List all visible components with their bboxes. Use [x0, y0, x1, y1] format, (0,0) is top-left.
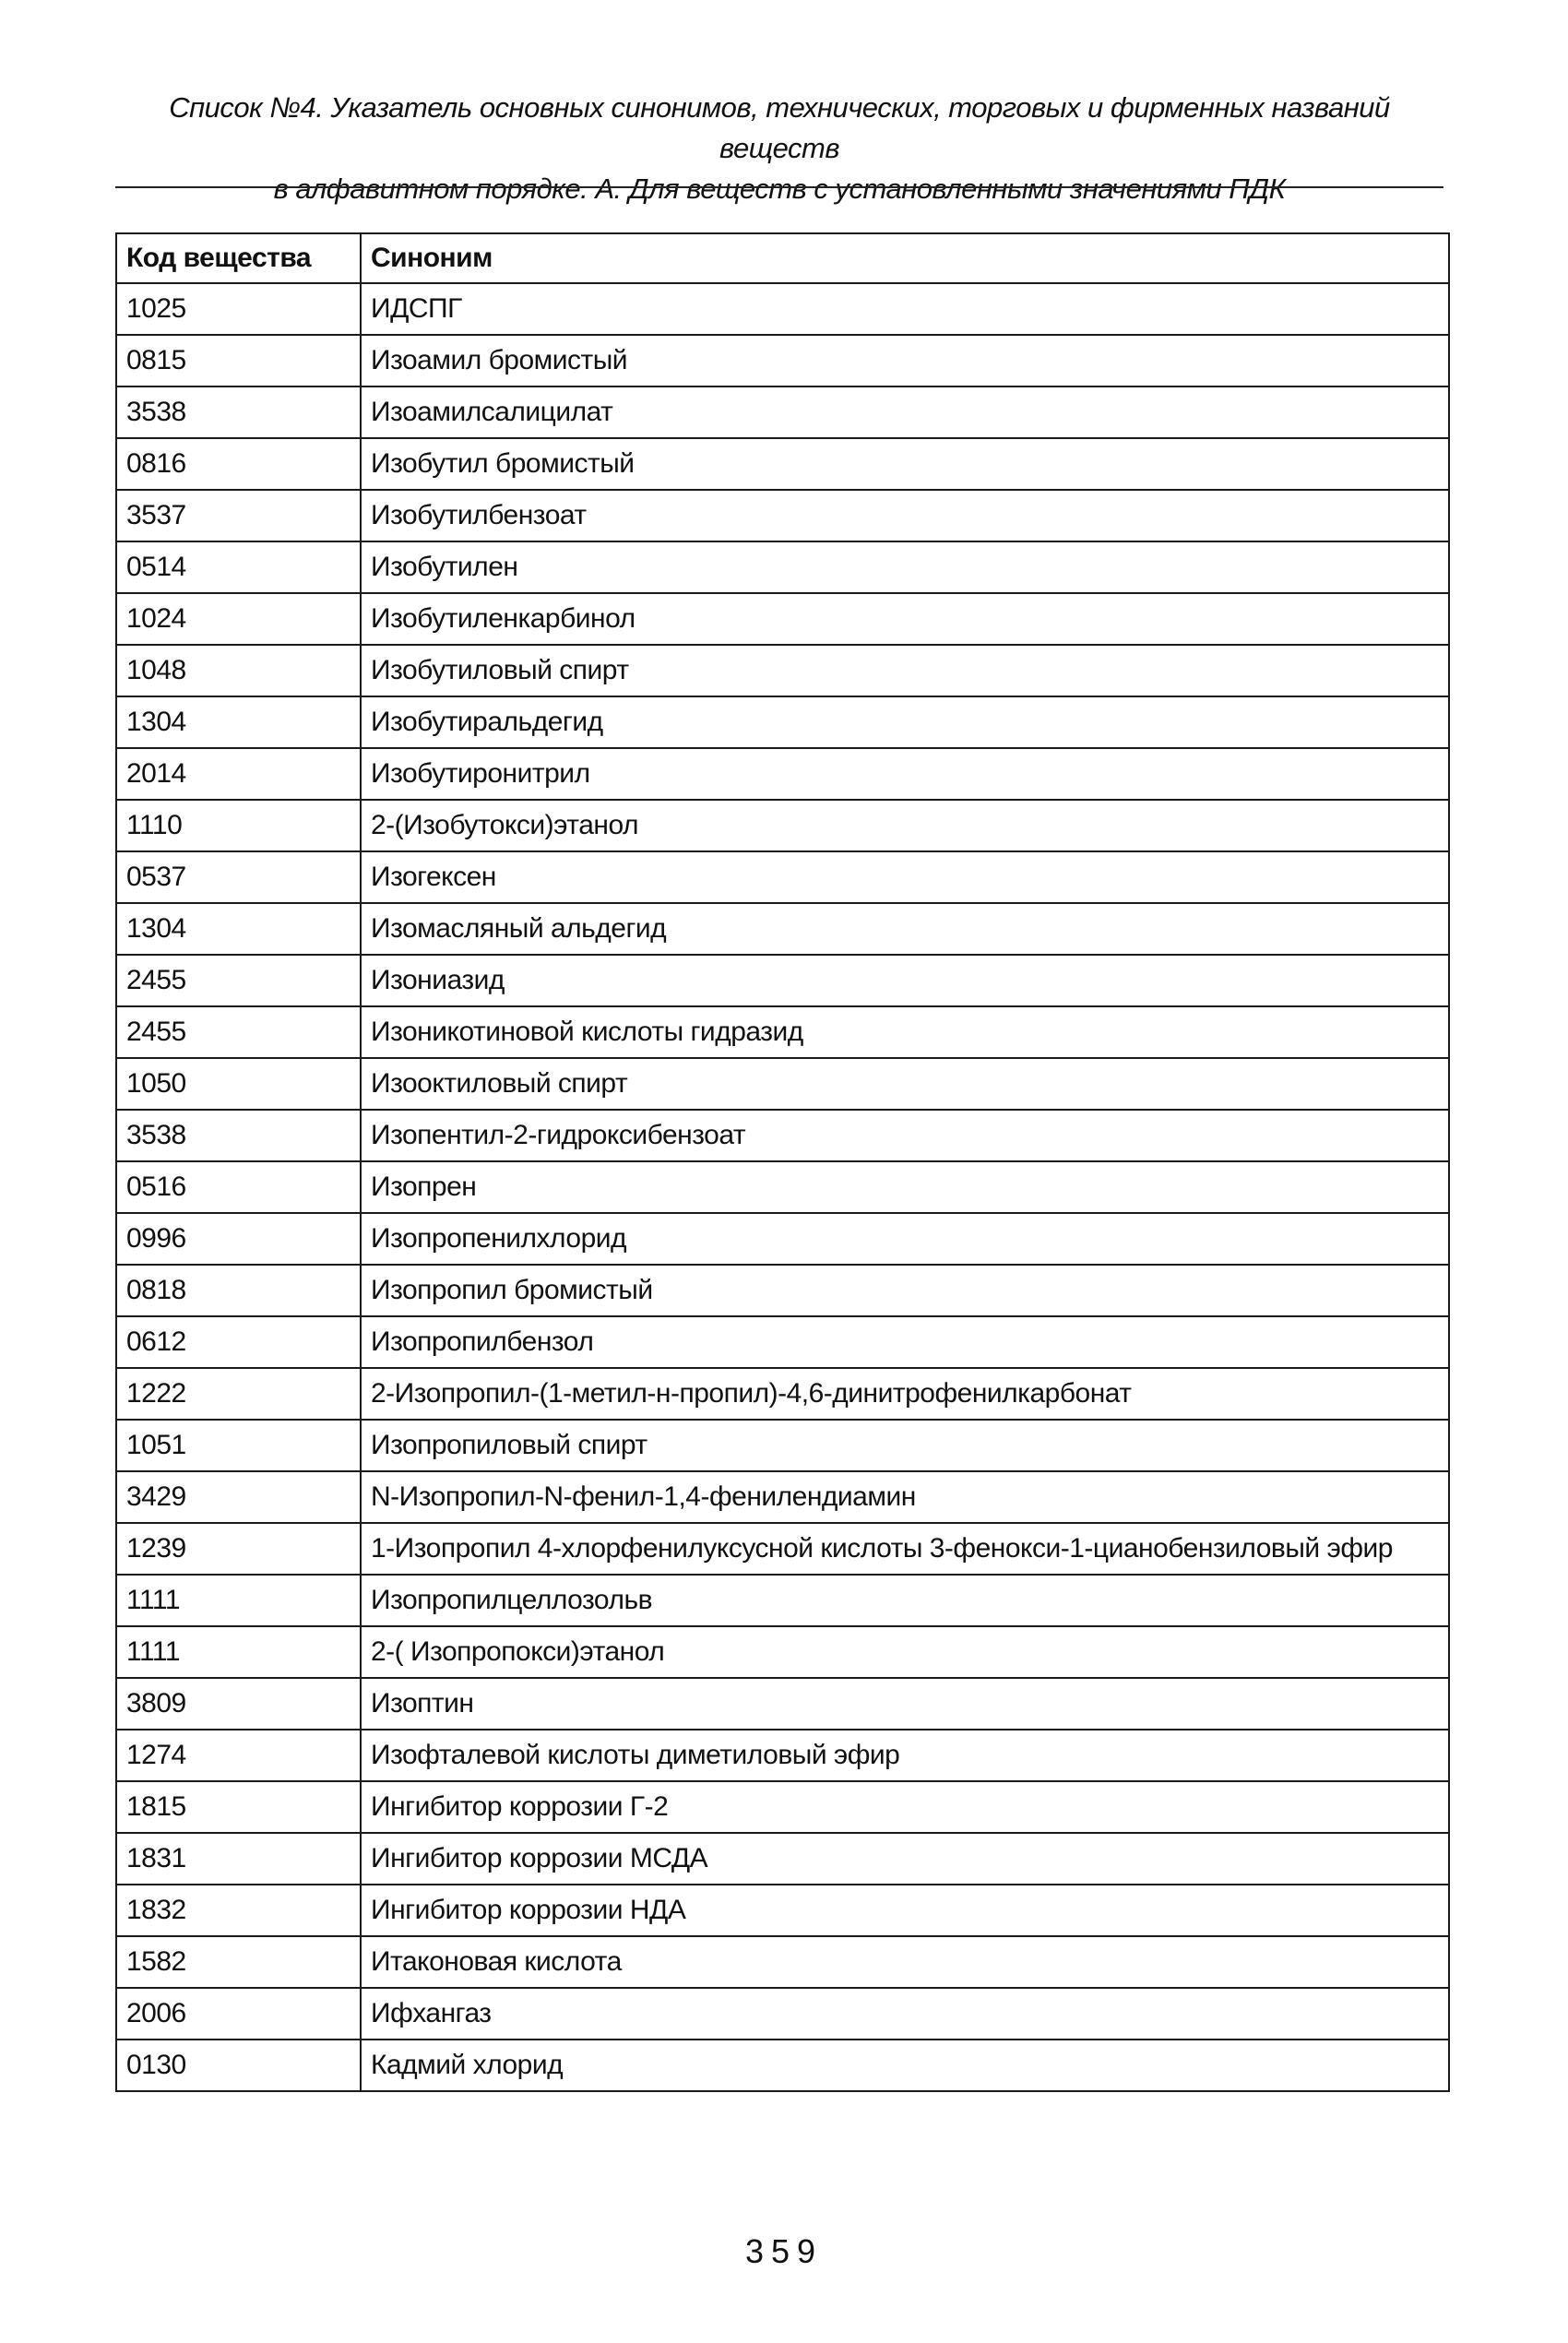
- synonym-cell: Изобутиловый спирт: [361, 645, 1449, 696]
- synonym-cell: 2-Изопропил-(1-метил-н-пропил)-4,6-динитрофенилкарбонат: [361, 1368, 1449, 1420]
- substance-code-cell: 1050: [116, 1058, 361, 1110]
- synonym-cell: Итаконовая кислота: [361, 1936, 1449, 1988]
- table-row: [116, 903, 1449, 955]
- table-row: [116, 438, 1449, 490]
- synonym-cell: Изопропил бромистый: [361, 1265, 1449, 1316]
- synonym-cell: Изоптин: [361, 1678, 1449, 1730]
- table-row: [116, 955, 1449, 1006]
- table-row: [116, 1678, 1449, 1730]
- column-header-synonym: Синоним: [361, 233, 1449, 283]
- substance-code-cell: 1222: [116, 1368, 361, 1420]
- substance-code-cell: 2006: [116, 1988, 361, 2040]
- table-body: [116, 283, 1449, 2091]
- synonym-cell: ИДСПГ: [361, 283, 1449, 335]
- synonym-cell: N-Изопропил-N-фенил-1,4-фенилендиамин: [361, 1471, 1449, 1523]
- synonym-cell: Изоамил бромистый: [361, 335, 1449, 387]
- header-line-2: в алфавитном порядке. А. Для веществ с установленными значениями ПДК: [273, 172, 1286, 205]
- substance-code-cell: 1582: [116, 1936, 361, 1988]
- table-row: [116, 645, 1449, 696]
- substance-code-cell: 3538: [116, 1110, 361, 1161]
- table-row: [116, 335, 1449, 387]
- substance-code-cell: 1239: [116, 1523, 361, 1575]
- page-header: [115, 88, 1443, 209]
- synonym-cell: Изоамилсалицилат: [361, 387, 1449, 438]
- table-row: [116, 1781, 1449, 1833]
- table-row: [116, 1471, 1449, 1523]
- substance-code-cell: 0816: [116, 438, 361, 490]
- substance-code-cell: 0130: [116, 2040, 361, 2091]
- synonym-cell: Изопропенилхлорид: [361, 1213, 1449, 1265]
- synonym-cell: 2-(Изобутокси)этанол: [361, 800, 1449, 851]
- synonym-cell: Изопропилбензол: [361, 1316, 1449, 1368]
- table-row: [116, 748, 1449, 800]
- substance-code-cell: 0996: [116, 1213, 361, 1265]
- substance-code-cell: 0612: [116, 1316, 361, 1368]
- table-row: [116, 1730, 1449, 1781]
- header-line-1: Список №4. Указатель основных синонимов, технических, торговых и фирменных названий веществ: [169, 91, 1390, 164]
- table-row: [116, 1368, 1449, 1420]
- substance-code-cell: 1815: [116, 1781, 361, 1833]
- synonym-cell: Изобутиральдегид: [361, 696, 1449, 748]
- synonym-cell: Изофталевой кислоты диметиловый эфир: [361, 1730, 1449, 1781]
- substance-code-cell: 3538: [116, 387, 361, 438]
- table-row: [116, 1523, 1449, 1575]
- table-row: [116, 1575, 1449, 1626]
- synonym-cell: Изопропилцеллозольв: [361, 1575, 1449, 1626]
- substance-code-cell: 1832: [116, 1885, 361, 1936]
- substance-code-cell: 0537: [116, 851, 361, 903]
- synonym-cell: Ифхангаз: [361, 1988, 1449, 2040]
- synonym-cell: Ингибитор коррозии Г-2: [361, 1781, 1449, 1833]
- synonym-cell: Изониазид: [361, 955, 1449, 1006]
- table-row: [116, 1316, 1449, 1368]
- synonym-cell: Изопрен: [361, 1161, 1449, 1213]
- table-row: [116, 1936, 1449, 1988]
- table-row: [116, 1110, 1449, 1161]
- table-row: [116, 541, 1449, 593]
- column-header-code: Код вещества: [116, 233, 361, 283]
- table-row: [116, 1006, 1449, 1058]
- synonym-cell: Изопропиловый спирт: [361, 1420, 1449, 1471]
- synonym-cell: Изоникотиновой кислоты гидразид: [361, 1006, 1449, 1058]
- table-row: [116, 851, 1449, 903]
- table-row: [116, 1213, 1449, 1265]
- substance-code-cell: 1111: [116, 1575, 361, 1626]
- substance-code-cell: 0815: [116, 335, 361, 387]
- table-row: [116, 696, 1449, 748]
- synonym-cell: Изооктиловый спирт: [361, 1058, 1449, 1110]
- table-row: [116, 387, 1449, 438]
- synonym-cell: 2-( Изопропокси)этанол: [361, 1626, 1449, 1678]
- substance-code-cell: 1111: [116, 1626, 361, 1678]
- substance-code-cell: 3809: [116, 1678, 361, 1730]
- table-row: [116, 283, 1449, 335]
- table-row: [116, 1265, 1449, 1316]
- table-row: [116, 593, 1449, 645]
- synonym-cell: Изопентил-2-гидроксибензоат: [361, 1110, 1449, 1161]
- table-header-row: [116, 233, 1449, 283]
- synonym-cell: Изобутилен: [361, 541, 1449, 593]
- substance-code-cell: 0514: [116, 541, 361, 593]
- synonyms-table: [115, 232, 1450, 2092]
- table-row: [116, 1058, 1449, 1110]
- synonym-cell: Изобутил бромистый: [361, 438, 1449, 490]
- table-row: [116, 1626, 1449, 1678]
- table-row: [116, 2040, 1449, 2091]
- table-row: [116, 490, 1449, 541]
- table-row: [116, 800, 1449, 851]
- substance-code-cell: 1274: [116, 1730, 361, 1781]
- substance-code-cell: 0818: [116, 1265, 361, 1316]
- table-row: [116, 1420, 1449, 1471]
- substance-code-cell: 2455: [116, 955, 361, 1006]
- table-row: [116, 1885, 1449, 1936]
- substance-code-cell: 1024: [116, 593, 361, 645]
- substance-code-cell: 3429: [116, 1471, 361, 1523]
- substance-code-cell: 2455: [116, 1006, 361, 1058]
- table-row: [116, 1161, 1449, 1213]
- header-divider: [115, 186, 1443, 188]
- synonym-cell: Ингибитор коррозии НДА: [361, 1885, 1449, 1936]
- synonym-cell: Изобутилбензоат: [361, 490, 1449, 541]
- synonym-cell: Ингибитор коррозии МСДА: [361, 1833, 1449, 1885]
- table-row: [116, 1988, 1449, 2040]
- substance-code-cell: 1025: [116, 283, 361, 335]
- synonym-cell: Изобутиронитрил: [361, 748, 1449, 800]
- substance-code-cell: 0516: [116, 1161, 361, 1213]
- synonym-cell: Изогексен: [361, 851, 1449, 903]
- substance-code-cell: 1304: [116, 696, 361, 748]
- substance-code-cell: 1110: [116, 800, 361, 851]
- page-number: 359: [744, 2232, 824, 2270]
- synonym-cell: Изобутиленкарбинол: [361, 593, 1449, 645]
- substance-code-cell: 2014: [116, 748, 361, 800]
- synonym-cell: Изомасляный альдегид: [361, 903, 1449, 955]
- synonym-cell: Кадмий хлорид: [361, 2040, 1449, 2091]
- table-row: [116, 1833, 1449, 1885]
- substance-code-cell: 1304: [116, 903, 361, 955]
- substance-code-cell: 1051: [116, 1420, 361, 1471]
- substance-code-cell: 3537: [116, 490, 361, 541]
- substance-code-cell: 1831: [116, 1833, 361, 1885]
- synonym-cell: 1-Изопропил 4-хлорфенилуксусной кислоты 3-фенокси-1-цианобензиловый эфир: [361, 1523, 1449, 1575]
- substance-code-cell: 1048: [116, 645, 361, 696]
